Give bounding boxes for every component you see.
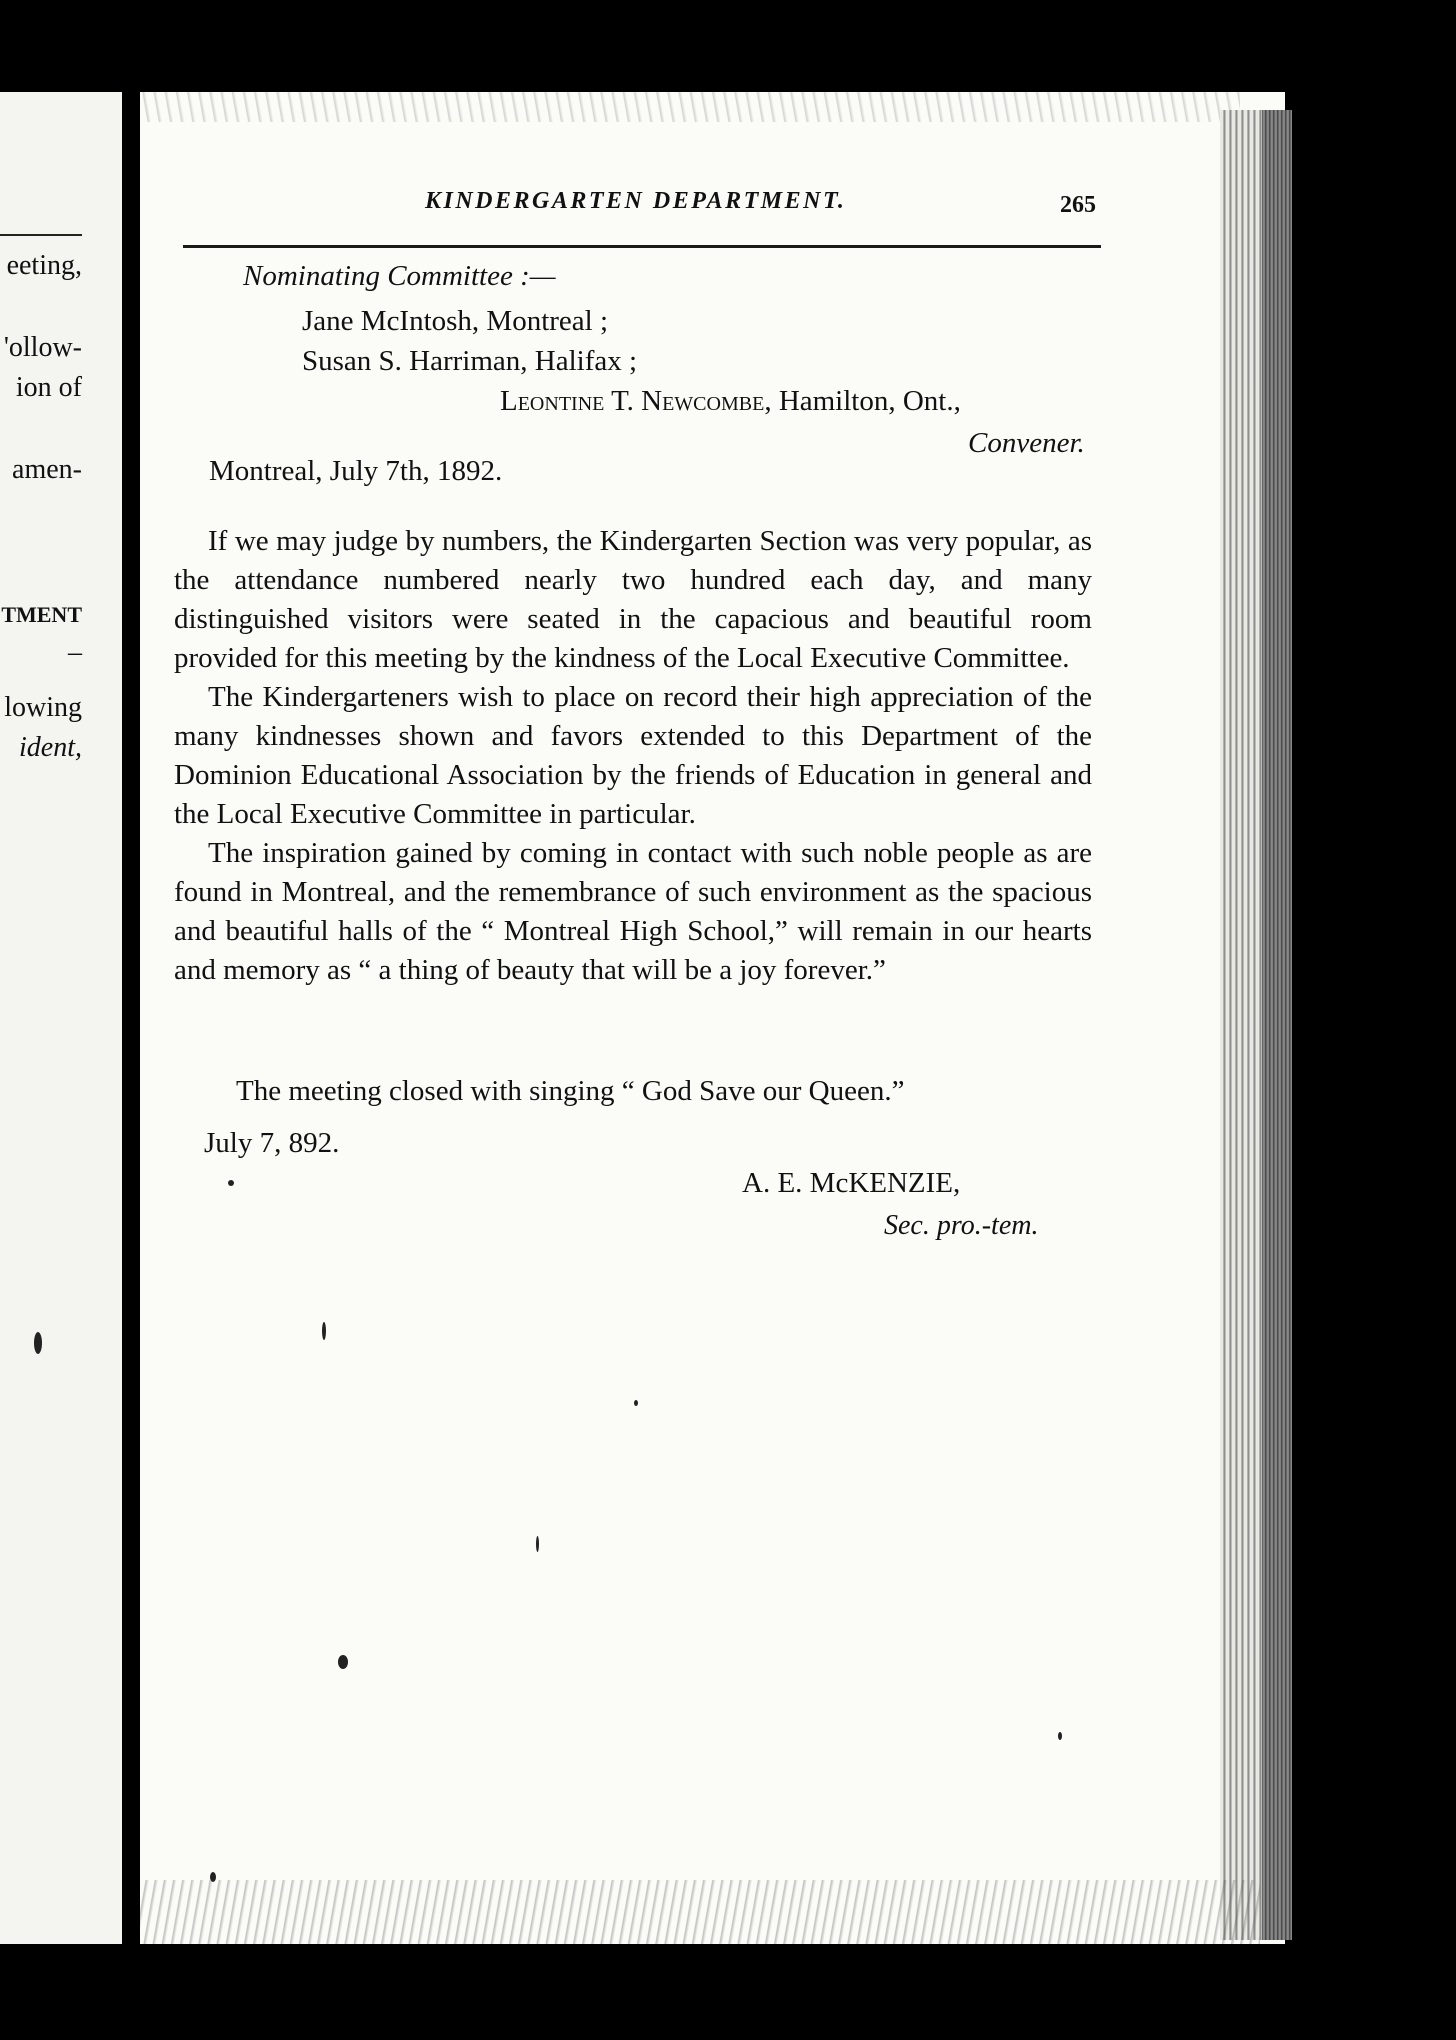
page-edge-shadow — [1262, 110, 1292, 1940]
left-page-edge — [0, 92, 122, 1944]
left-page-rule — [0, 234, 82, 236]
closing-line: The meeting closed with singing “ God Save our Queen.” — [236, 1075, 905, 1107]
convener-name: Leontine T. Newcombe — [500, 385, 765, 417]
ink-speck — [322, 1322, 326, 1340]
signature-title: Sec. pro.-tem. — [884, 1210, 1039, 1241]
page-number: 265 — [1060, 192, 1096, 218]
report-body — [174, 522, 1092, 990]
body-paragraph: The Kindergarteners wish to place on record their high appreciation of the many kindnesses shown and favors extended to this Department of the Dominion Educational Association by the friends of Education in general and the Local Executive Committee in particular. — [174, 681, 1092, 830]
left-fragment: – — [68, 637, 82, 668]
body-paragraph: The inspiration gained by coming in contact with such noble people as are found in Montreal, and the remembrance of such environment as the spacious and beautiful halls of the “ Montreal High School,” will remain in our hearts and memory as “ a thing of beauty that will be a joy forever.” — [174, 837, 1092, 986]
committee-member: Susan S. Harriman, Halifax ; — [302, 345, 638, 377]
ink-speck — [634, 1400, 638, 1406]
scan-noise-top — [140, 92, 1240, 122]
left-fragment: eeting, — [6, 250, 82, 281]
ink-speck — [34, 1332, 42, 1354]
committee-member: Jane McIntosh, Montreal ; — [302, 305, 609, 337]
left-fragment: ident, — [19, 732, 82, 763]
convener-place: , Hamilton, Ont., — [764, 385, 961, 417]
left-fragment: amen- — [12, 454, 82, 485]
ink-speck — [536, 1536, 539, 1552]
body-paragraph: If we may judge by numbers, the Kindergarten Section was very popular, as the attendance numbered nearly two hundred each day, and many distinguished visitors were seated in the capacious and beautiful room provided for this meeting by the kindness of the Local Executive Committee. — [174, 525, 1092, 674]
signature-name: A. E. McKENZIE, — [742, 1167, 961, 1199]
place-date: Montreal, July 7th, 1892. — [209, 455, 503, 487]
scan-noise-bottom — [140, 1880, 1260, 1944]
committee-heading: Nominating Committee :— — [243, 260, 556, 292]
closing-date: July 7, 892. — [204, 1127, 340, 1159]
left-fragment: 'ollow- — [3, 332, 82, 363]
ink-speck — [1058, 1732, 1062, 1740]
left-fragment: TMENT — [1, 602, 82, 627]
left-fragment: lowing — [4, 692, 82, 723]
committee-convener — [500, 385, 961, 418]
convener-role: Convener. — [968, 427, 1085, 459]
book-gutter — [122, 92, 142, 1944]
header-rule — [183, 245, 1101, 248]
ink-speck — [228, 1180, 234, 1186]
ink-speck — [338, 1655, 348, 1669]
running-head: KINDERGARTEN DEPARTMENT. — [425, 188, 847, 214]
left-fragment: ion of — [15, 372, 82, 403]
